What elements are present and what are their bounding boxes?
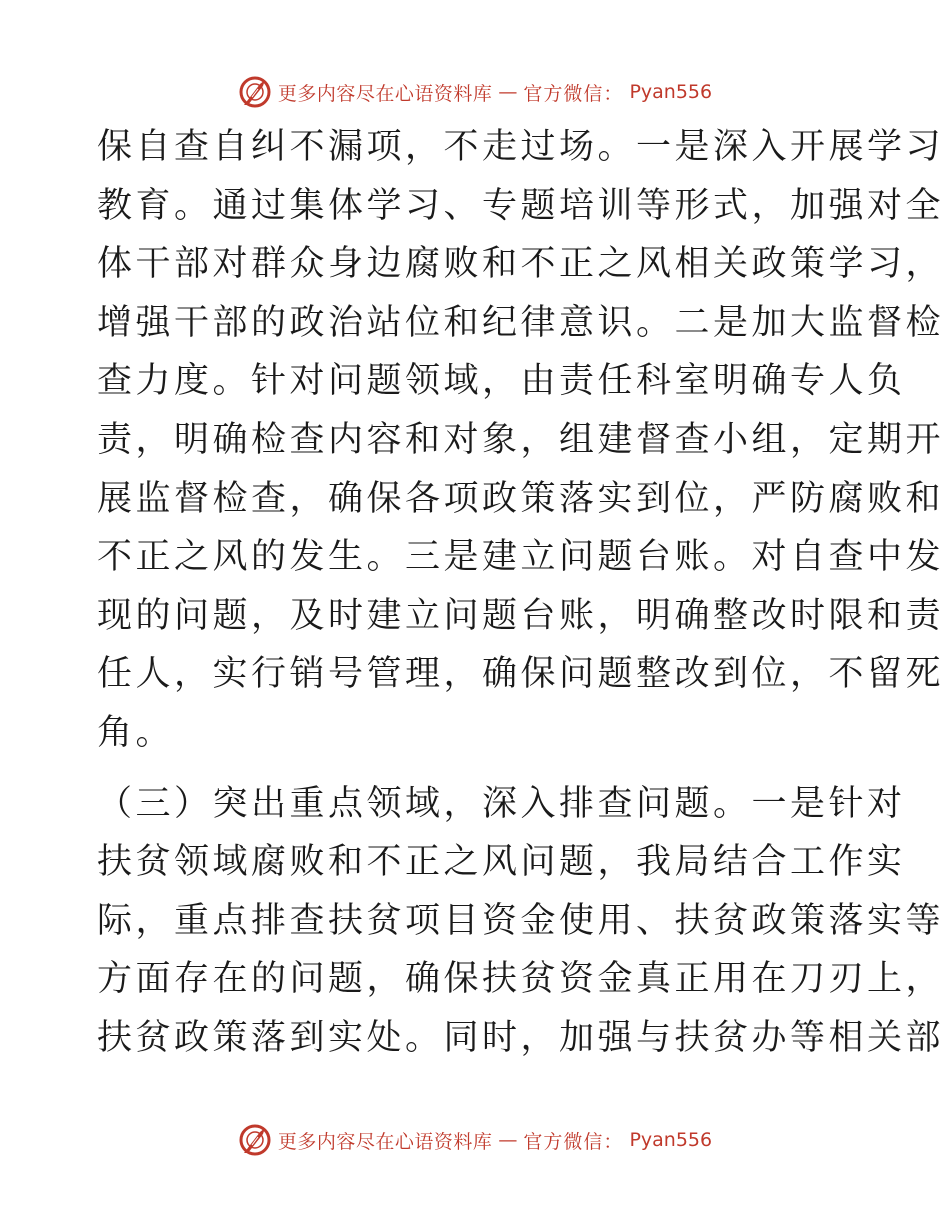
watermark-official-text: 官方微信：: [523, 1130, 624, 1153]
watermark-dash: —: [498, 81, 518, 103]
text-line: 任人，实行销号管理，确保问题整改到位，不留死: [97, 654, 945, 695]
text-line: 现的问题，及时建立问题台账，明确整改时限和责: [97, 595, 945, 636]
watermark-site-text: 更多内容尽在心语资料库: [277, 1130, 493, 1153]
paragraph-spacer: [97, 763, 857, 775]
footer-watermark: [0, 1120, 950, 1160]
text-line: 际，重点排查扶贫项目资金使用、扶贫政策落实等: [97, 900, 945, 941]
quill-logo-icon: [238, 1123, 272, 1157]
header-watermark: [0, 72, 950, 112]
paragraph-1: [97, 118, 945, 763]
text-line: （三）突出重点领域，深入排查问题。一是针对: [97, 783, 906, 824]
text-line: 查力度。针对问题领域，由责任科室明确专人负: [97, 361, 906, 402]
text-line: 增强干部的政治站位和纪律意识。二是加大监督检: [97, 302, 945, 343]
watermark-dash: —: [498, 1129, 518, 1151]
watermark-handle: Pyan556: [629, 1129, 713, 1151]
watermark-site-text: 更多内容尽在心语资料库: [277, 82, 493, 105]
text-line: 责，明确检查内容和对象，组建督查小组，定期开: [97, 419, 945, 460]
paragraph-2: [97, 775, 945, 1068]
watermark-official-text: 官方微信：: [523, 82, 624, 105]
text-line: 不正之风的发生。三是建立问题台账。对自查中发: [97, 537, 945, 578]
quill-logo-icon: [238, 75, 272, 109]
watermark-handle: Pyan556: [629, 81, 713, 103]
text-line: 体干部对群众身边腐败和不正之风相关政策学习，: [97, 244, 945, 285]
document-body: [97, 118, 945, 1068]
text-line: 扶贫领域腐败和不正之风问题，我局结合工作实: [97, 842, 906, 883]
text-line: 保自查自纠不漏项，不走过场。一是深入开展学习: [97, 127, 945, 167]
text-line: 扶贫政策落到实处。同时，加强与扶贫办等相关部: [97, 1017, 945, 1058]
text-line: 教育。通过集体学习、专题培训等形式，加强对全: [97, 185, 945, 226]
text-line: 角。: [97, 712, 175, 753]
text-line: 展监督检查，确保各项政策落实到位，严防腐败和: [97, 478, 945, 519]
text-line: 方面存在的问题，确保扶贫资金真正用在刀刃上，: [97, 959, 945, 1000]
